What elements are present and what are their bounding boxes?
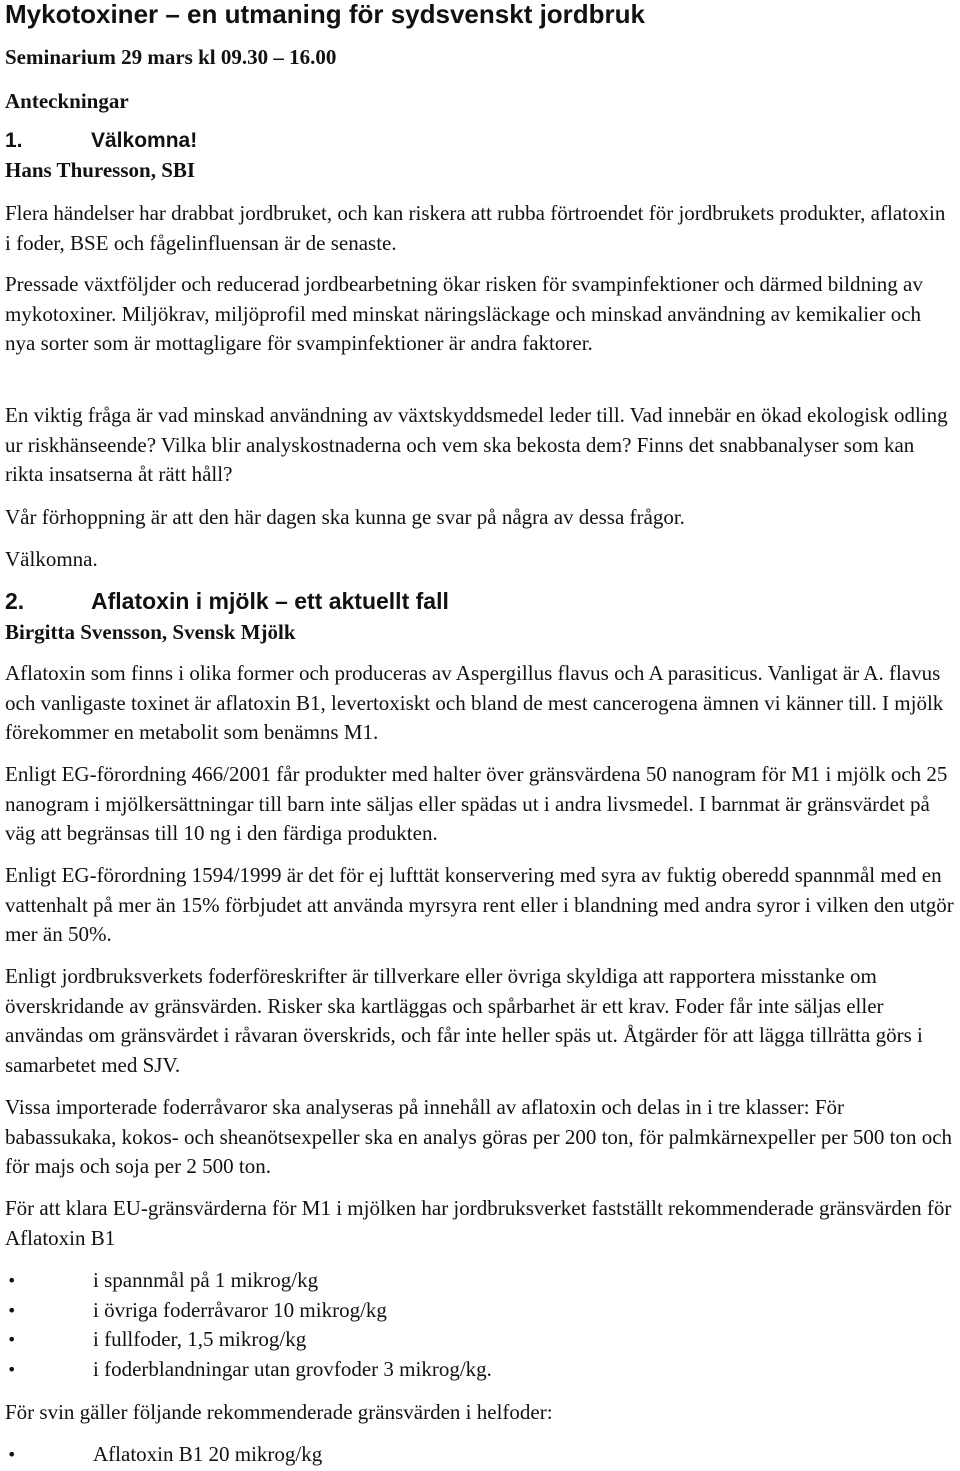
bullet-icon: • xyxy=(7,1330,17,1350)
bullet-icon: • xyxy=(7,1360,17,1380)
list-item: • i spannmål på 1 mikrog/kg xyxy=(5,1266,955,1296)
paragraph: Vissa importerade foderråvaror ska analyseras på innehåll av aflatoxin och delas in i tre klasser: För babassukaka, kokos- och sheanötsexpeller ska en analys göras per 200 ton, för palmkärnexpeller per 500 ton och för majs och soja per 2 500 ton. xyxy=(5,1095,953,1179)
paragraph: Vår förhoppning är att den här dagen ska kunna ge svar på några av dessa frågor. xyxy=(5,505,685,529)
section-2-title: Aflatoxin i mjölk – ett aktuellt fall xyxy=(91,588,449,614)
pig-limits-list xyxy=(5,1440,955,1470)
paragraph: Välkomna. xyxy=(5,547,98,571)
section-1-speaker: Hans Thuresson, SBI xyxy=(5,158,196,182)
paragraph: Enligt jordbruksverkets foderföreskrifter är tillverkare eller övriga skyldiga att rapportera misstanke om överskridande av gränsvärden. Risker ska kartläggas och spårbarhet är ett krav. Foder får inte säljas eller användas om gränsvärdet i råvaran överskrids, och får inte heller späs ut. Åtgärder för att lägga tillrätta görs i samarbetet med SJV. xyxy=(5,964,923,1078)
section-2-heading xyxy=(5,588,449,614)
section-2-number: 2. xyxy=(5,588,25,614)
section-1-number: 1. xyxy=(5,129,23,152)
section-1-heading xyxy=(5,128,197,154)
paragraph: För att klara EU-gränsvärderna för M1 i mjölken har jordbruksverket fastställt rekommenderade gränsvärden för Aflatoxin B1 xyxy=(5,1196,952,1250)
paragraph: Enligt EG-förordning 1594/1999 är det för ej lufttät konservering med syra av fuktig oberedd spannmål med en vattenhalt på mer än 15% förbjudet att använda myrsyra rent eller i blandning med andra syror i vilken den utgör mer än 50%. xyxy=(5,863,954,947)
section-2-speaker: Birgitta Svensson, Svensk Mjölk xyxy=(5,620,296,644)
list-item: • Aflatoxin B1 20 mikrog/kg xyxy=(5,1440,955,1470)
seminar-date: Seminarium 29 mars kl 09.30 – 16.00 xyxy=(5,45,337,69)
document-title: Mykotoxiner – en utmaning för sydsvenskt jordbruk xyxy=(5,0,646,29)
list-item: • i övriga foderråvaror 10 mikrog/kg xyxy=(5,1296,955,1326)
recommended-limits-list xyxy=(5,1266,955,1385)
notes-label: Anteckningar xyxy=(5,89,129,113)
bullet-icon: • xyxy=(7,1271,17,1290)
bullet-icon: • xyxy=(7,1445,17,1464)
paragraph: Aflatoxin som finns i olika former och produceras av Aspergillus flavus och A parasiticus. Vanligat är A. flavus och vanligaste toxinet är aflatoxin B1, levertoxiskt och bland de mest cancerogena ämnen vi känner till. I mjölk förekommer en metabolit som benämns M1. xyxy=(5,661,944,745)
list-item: • i fullfoder, 1,5 mikrog/kg xyxy=(5,1325,955,1355)
list-item: • i foderblandningar utan grovfoder 3 mikrog/kg. xyxy=(5,1355,955,1385)
paragraph: Flera händelser har drabbat jordbruket, och kan riskera att rubba förtroendet för jordbrukets produkter, aflatoxin i foder, BSE och fågelinfluensan är de senaste. xyxy=(5,201,946,255)
pig-limits-intro: För svin gäller följande rekommenderade gränsvärden i helfoder: xyxy=(5,1400,553,1424)
paragraph: Enligt EG-förordning 466/2001 får produkter med halter över gränsvärdena 50 nanogram för M1 i mjölk och 25 nanogram i mjölkersättningar till barn inte säljas eller spädas ut i andra livsmedel. I barnmat är gränsvärdet på väg att begränsas till 10 ng i den färdiga produkten. xyxy=(5,762,948,846)
bullet-icon: • xyxy=(7,1300,17,1320)
paragraph: En viktig fråga är vad minskad användning av växtskyddsmedel leder till. Vad innebär en ökad ekologisk odling ur riskhänseende? Vilka blir analyskostnaderna och vem ska bekosta dem? Finns det snabbanalyser som kan rikta insatserna åt rätt håll? xyxy=(5,403,948,487)
section-1-title: Välkomna! xyxy=(91,129,198,152)
paragraph: Pressade växtföljder och reducerad jordbearbetning ökar risken för svampinfektioner och därmed bildning av mykotoxiner. Miljökrav, miljöprofil med minskat näringsläckage och minskad användning av kemikalier och nya sorter som är mottagligare för svampinfektioner är andra faktorer. xyxy=(5,272,923,356)
